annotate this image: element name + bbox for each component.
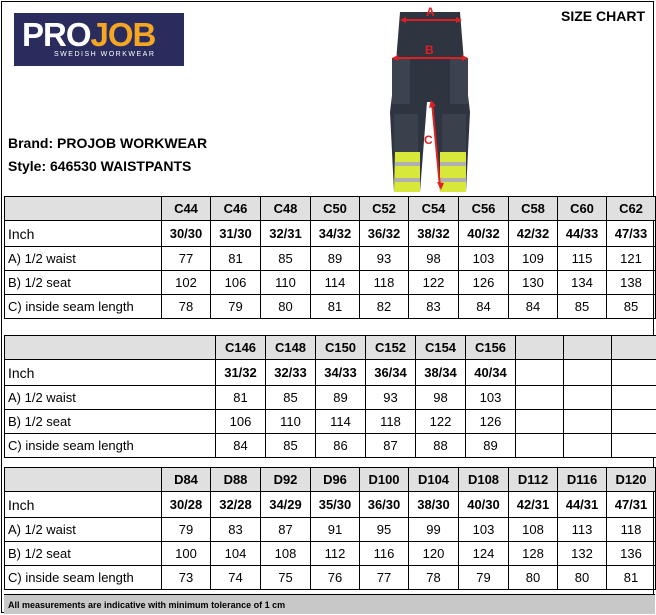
seat-value: 110: [261, 271, 311, 295]
size-code: D88: [211, 468, 261, 492]
waist-value: 121: [607, 247, 656, 271]
inch-value: 42/32: [509, 221, 558, 247]
inseam-value: 85: [266, 434, 316, 458]
row-label: C) inside seam length: [5, 295, 162, 319]
waist-value: 98: [416, 386, 466, 410]
waist-value: 89: [311, 247, 360, 271]
inseam-row: [5, 295, 656, 319]
waist-row: [5, 386, 656, 410]
size-code: C62: [607, 197, 656, 221]
waist-value: 79: [162, 518, 211, 542]
inseam-row: [5, 434, 656, 458]
blank-cell: [516, 410, 564, 434]
inseam-value: 76: [311, 566, 360, 590]
size-code: D96: [311, 468, 360, 492]
size-table-c146-c156: [4, 335, 656, 458]
size-code: C60: [558, 197, 607, 221]
seat-row: [5, 410, 656, 434]
inch-value: 44/31: [558, 492, 607, 518]
size-code: C146: [216, 336, 266, 360]
inseam-value: 88: [416, 434, 466, 458]
size-code: C154: [416, 336, 466, 360]
inch-value: 47/31: [607, 492, 656, 518]
inseam-value: 79: [459, 566, 509, 590]
seat-value: 126: [459, 271, 509, 295]
row-label: A) 1/2 waist: [5, 386, 216, 410]
inch-row: [5, 360, 656, 386]
inch-value: 32/28: [211, 492, 261, 518]
waist-value: 85: [266, 386, 316, 410]
size-code: C152: [366, 336, 416, 360]
size-code: C150: [316, 336, 366, 360]
page-title: SIZE CHART: [561, 8, 645, 24]
inch-value: 40/32: [459, 221, 509, 247]
inch-value: 34/29: [261, 492, 311, 518]
row-label: C) inside seam length: [5, 566, 162, 590]
size-code: C50: [311, 197, 360, 221]
row-label: A) 1/2 waist: [5, 247, 162, 271]
dimension-label-a: A: [426, 5, 435, 19]
blank-cell: [516, 360, 564, 386]
seat-value: 132: [558, 542, 607, 566]
seat-value: 104: [211, 542, 261, 566]
size-code: D104: [409, 468, 459, 492]
seat-value: 134: [558, 271, 607, 295]
size-code: D120: [607, 468, 656, 492]
inseam-value: 79: [211, 295, 261, 319]
waist-value: 77: [162, 247, 211, 271]
inseam-value: 80: [558, 566, 607, 590]
blank-cell: [564, 434, 612, 458]
size-table-d84-d120: [4, 467, 656, 590]
seat-value: 100: [162, 542, 211, 566]
inseam-value: 80: [261, 295, 311, 319]
inch-value: 38/34: [416, 360, 466, 386]
seat-value: 114: [311, 271, 360, 295]
seat-value: 136: [607, 542, 656, 566]
dimension-label-c: C: [424, 133, 433, 147]
inch-value: 40/30: [459, 492, 509, 518]
size-code: C52: [360, 197, 409, 221]
brand-line: Brand: PROJOB WORKWEAR: [8, 135, 208, 151]
size-code: D108: [459, 468, 509, 492]
seat-row: [5, 271, 656, 295]
inch-row: [5, 492, 656, 518]
inseam-value: 84: [216, 434, 266, 458]
size-code: C156: [466, 336, 516, 360]
waist-value: 81: [216, 386, 266, 410]
seat-value: 124: [459, 542, 509, 566]
seat-value: 106: [216, 410, 266, 434]
size-code: C44: [162, 197, 211, 221]
blank-cell: [564, 336, 612, 360]
seat-value: 118: [366, 410, 416, 434]
header-blank: [5, 468, 162, 492]
seat-value: 130: [509, 271, 558, 295]
seat-value: 138: [607, 271, 656, 295]
seat-value: 114: [316, 410, 366, 434]
waist-value: 113: [558, 518, 607, 542]
row-label: C) inside seam length: [5, 434, 216, 458]
blank-cell: [516, 386, 564, 410]
blank-cell: [564, 360, 612, 386]
seat-value: 112: [311, 542, 360, 566]
size-code: D100: [360, 468, 409, 492]
seat-value: 128: [509, 542, 558, 566]
inch-value: 31/32: [216, 360, 266, 386]
blank-cell: [612, 434, 656, 458]
waist-value: 83: [211, 518, 261, 542]
waist-value: 115: [558, 247, 607, 271]
inch-value: 34/32: [311, 221, 360, 247]
waist-row: [5, 518, 656, 542]
logo-wordmark: PROJOB: [22, 16, 156, 53]
row-label: B) 1/2 seat: [5, 271, 162, 295]
inseam-value: 85: [558, 295, 607, 319]
inseam-value: 78: [162, 295, 211, 319]
waist-value: 91: [311, 518, 360, 542]
row-label: Inch: [5, 360, 216, 386]
size-code: C148: [266, 336, 316, 360]
seat-value: 118: [360, 271, 409, 295]
seat-value: 108: [261, 542, 311, 566]
tolerance-footnote: All measurements are indicative with minimum tolerance of 1 cm: [4, 594, 655, 614]
inch-value: 30/28: [162, 492, 211, 518]
waist-row: [5, 247, 656, 271]
seat-value: 122: [416, 410, 466, 434]
inch-value: 38/30: [409, 492, 459, 518]
inseam-value: 82: [360, 295, 409, 319]
inch-value: 36/32: [360, 221, 409, 247]
seat-row: [5, 542, 656, 566]
inch-value: 31/30: [211, 221, 261, 247]
waist-value: 81: [211, 247, 261, 271]
size-code: D92: [261, 468, 311, 492]
row-label: A) 1/2 waist: [5, 518, 162, 542]
style-line: Style: 646530 WAISTPANTS: [8, 158, 192, 174]
waist-value: 93: [366, 386, 416, 410]
seat-value: 126: [466, 410, 516, 434]
seat-value: 106: [211, 271, 261, 295]
inseam-value: 89: [466, 434, 516, 458]
size-chart-sheet: [1, 1, 654, 613]
waist-value: 99: [409, 518, 459, 542]
projob-logo: [14, 13, 184, 66]
row-label: Inch: [5, 221, 162, 247]
header-blank: [5, 336, 216, 360]
seat-value: 120: [409, 542, 459, 566]
blank-cell: [516, 434, 564, 458]
row-label: B) 1/2 seat: [5, 410, 216, 434]
waist-value: 108: [509, 518, 558, 542]
inseam-value: 83: [409, 295, 459, 319]
inseam-value: 78: [409, 566, 459, 590]
row-label: B) 1/2 seat: [5, 542, 162, 566]
waist-value: 87: [261, 518, 311, 542]
size-code: C56: [459, 197, 509, 221]
inch-value: 47/33: [607, 221, 656, 247]
blank-cell: [612, 386, 656, 410]
waist-value: 118: [607, 518, 656, 542]
size-code: C46: [211, 197, 261, 221]
seat-value: 116: [360, 542, 409, 566]
size-table-c44-c62: [4, 196, 656, 319]
seat-value: 110: [266, 410, 316, 434]
inch-value: 44/33: [558, 221, 607, 247]
inseam-value: 85: [607, 295, 656, 319]
blank-cell: [564, 410, 612, 434]
blank-cell: [612, 410, 656, 434]
inseam-value: 87: [366, 434, 416, 458]
waist-value: 89: [316, 386, 366, 410]
size-code: D116: [558, 468, 607, 492]
header-blank: [5, 197, 162, 221]
waist-value: 103: [459, 518, 509, 542]
inch-value: 35/30: [311, 492, 360, 518]
blank-cell: [516, 336, 564, 360]
inseam-value: 81: [311, 295, 360, 319]
inch-row: [5, 221, 656, 247]
size-code: D84: [162, 468, 211, 492]
inch-value: 32/33: [266, 360, 316, 386]
size-code: C58: [509, 197, 558, 221]
inseam-value: 80: [509, 566, 558, 590]
inseam-value: 84: [459, 295, 509, 319]
waist-value: 98: [409, 247, 459, 271]
blank-cell: [564, 386, 612, 410]
inch-value: 32/31: [261, 221, 311, 247]
blank-cell: [612, 360, 656, 386]
blank-cell: [612, 336, 656, 360]
seat-value: 122: [409, 271, 459, 295]
inch-value: 36/34: [366, 360, 416, 386]
inch-value: 40/34: [466, 360, 516, 386]
waistpants-illustration: [380, 2, 480, 197]
inseam-value: 77: [360, 566, 409, 590]
inch-value: 38/32: [409, 221, 459, 247]
inseam-value: 84: [509, 295, 558, 319]
size-code: C54: [409, 197, 459, 221]
inseam-value: 86: [316, 434, 366, 458]
dimension-label-b: B: [425, 43, 434, 57]
waist-value: 85: [261, 247, 311, 271]
size-header-row: [5, 197, 656, 221]
inch-value: 30/30: [162, 221, 211, 247]
inch-value: 42/31: [509, 492, 558, 518]
inch-value: 34/33: [316, 360, 366, 386]
row-label: Inch: [5, 492, 162, 518]
logo-tagline: SWEDISH WORKWEAR: [54, 51, 156, 58]
inch-value: 36/30: [360, 492, 409, 518]
inseam-value: 73: [162, 566, 211, 590]
inseam-value: 81: [607, 566, 656, 590]
size-header-row: [5, 336, 656, 360]
waist-value: 103: [459, 247, 509, 271]
waist-value: 109: [509, 247, 558, 271]
inseam-value: 74: [211, 566, 261, 590]
waist-value: 103: [466, 386, 516, 410]
waist-value: 93: [360, 247, 409, 271]
waist-value: 95: [360, 518, 409, 542]
size-code: C48: [261, 197, 311, 221]
size-code: D112: [509, 468, 558, 492]
size-header-row: [5, 468, 656, 492]
inseam-row: [5, 566, 656, 590]
inseam-value: 75: [261, 566, 311, 590]
seat-value: 102: [162, 271, 211, 295]
